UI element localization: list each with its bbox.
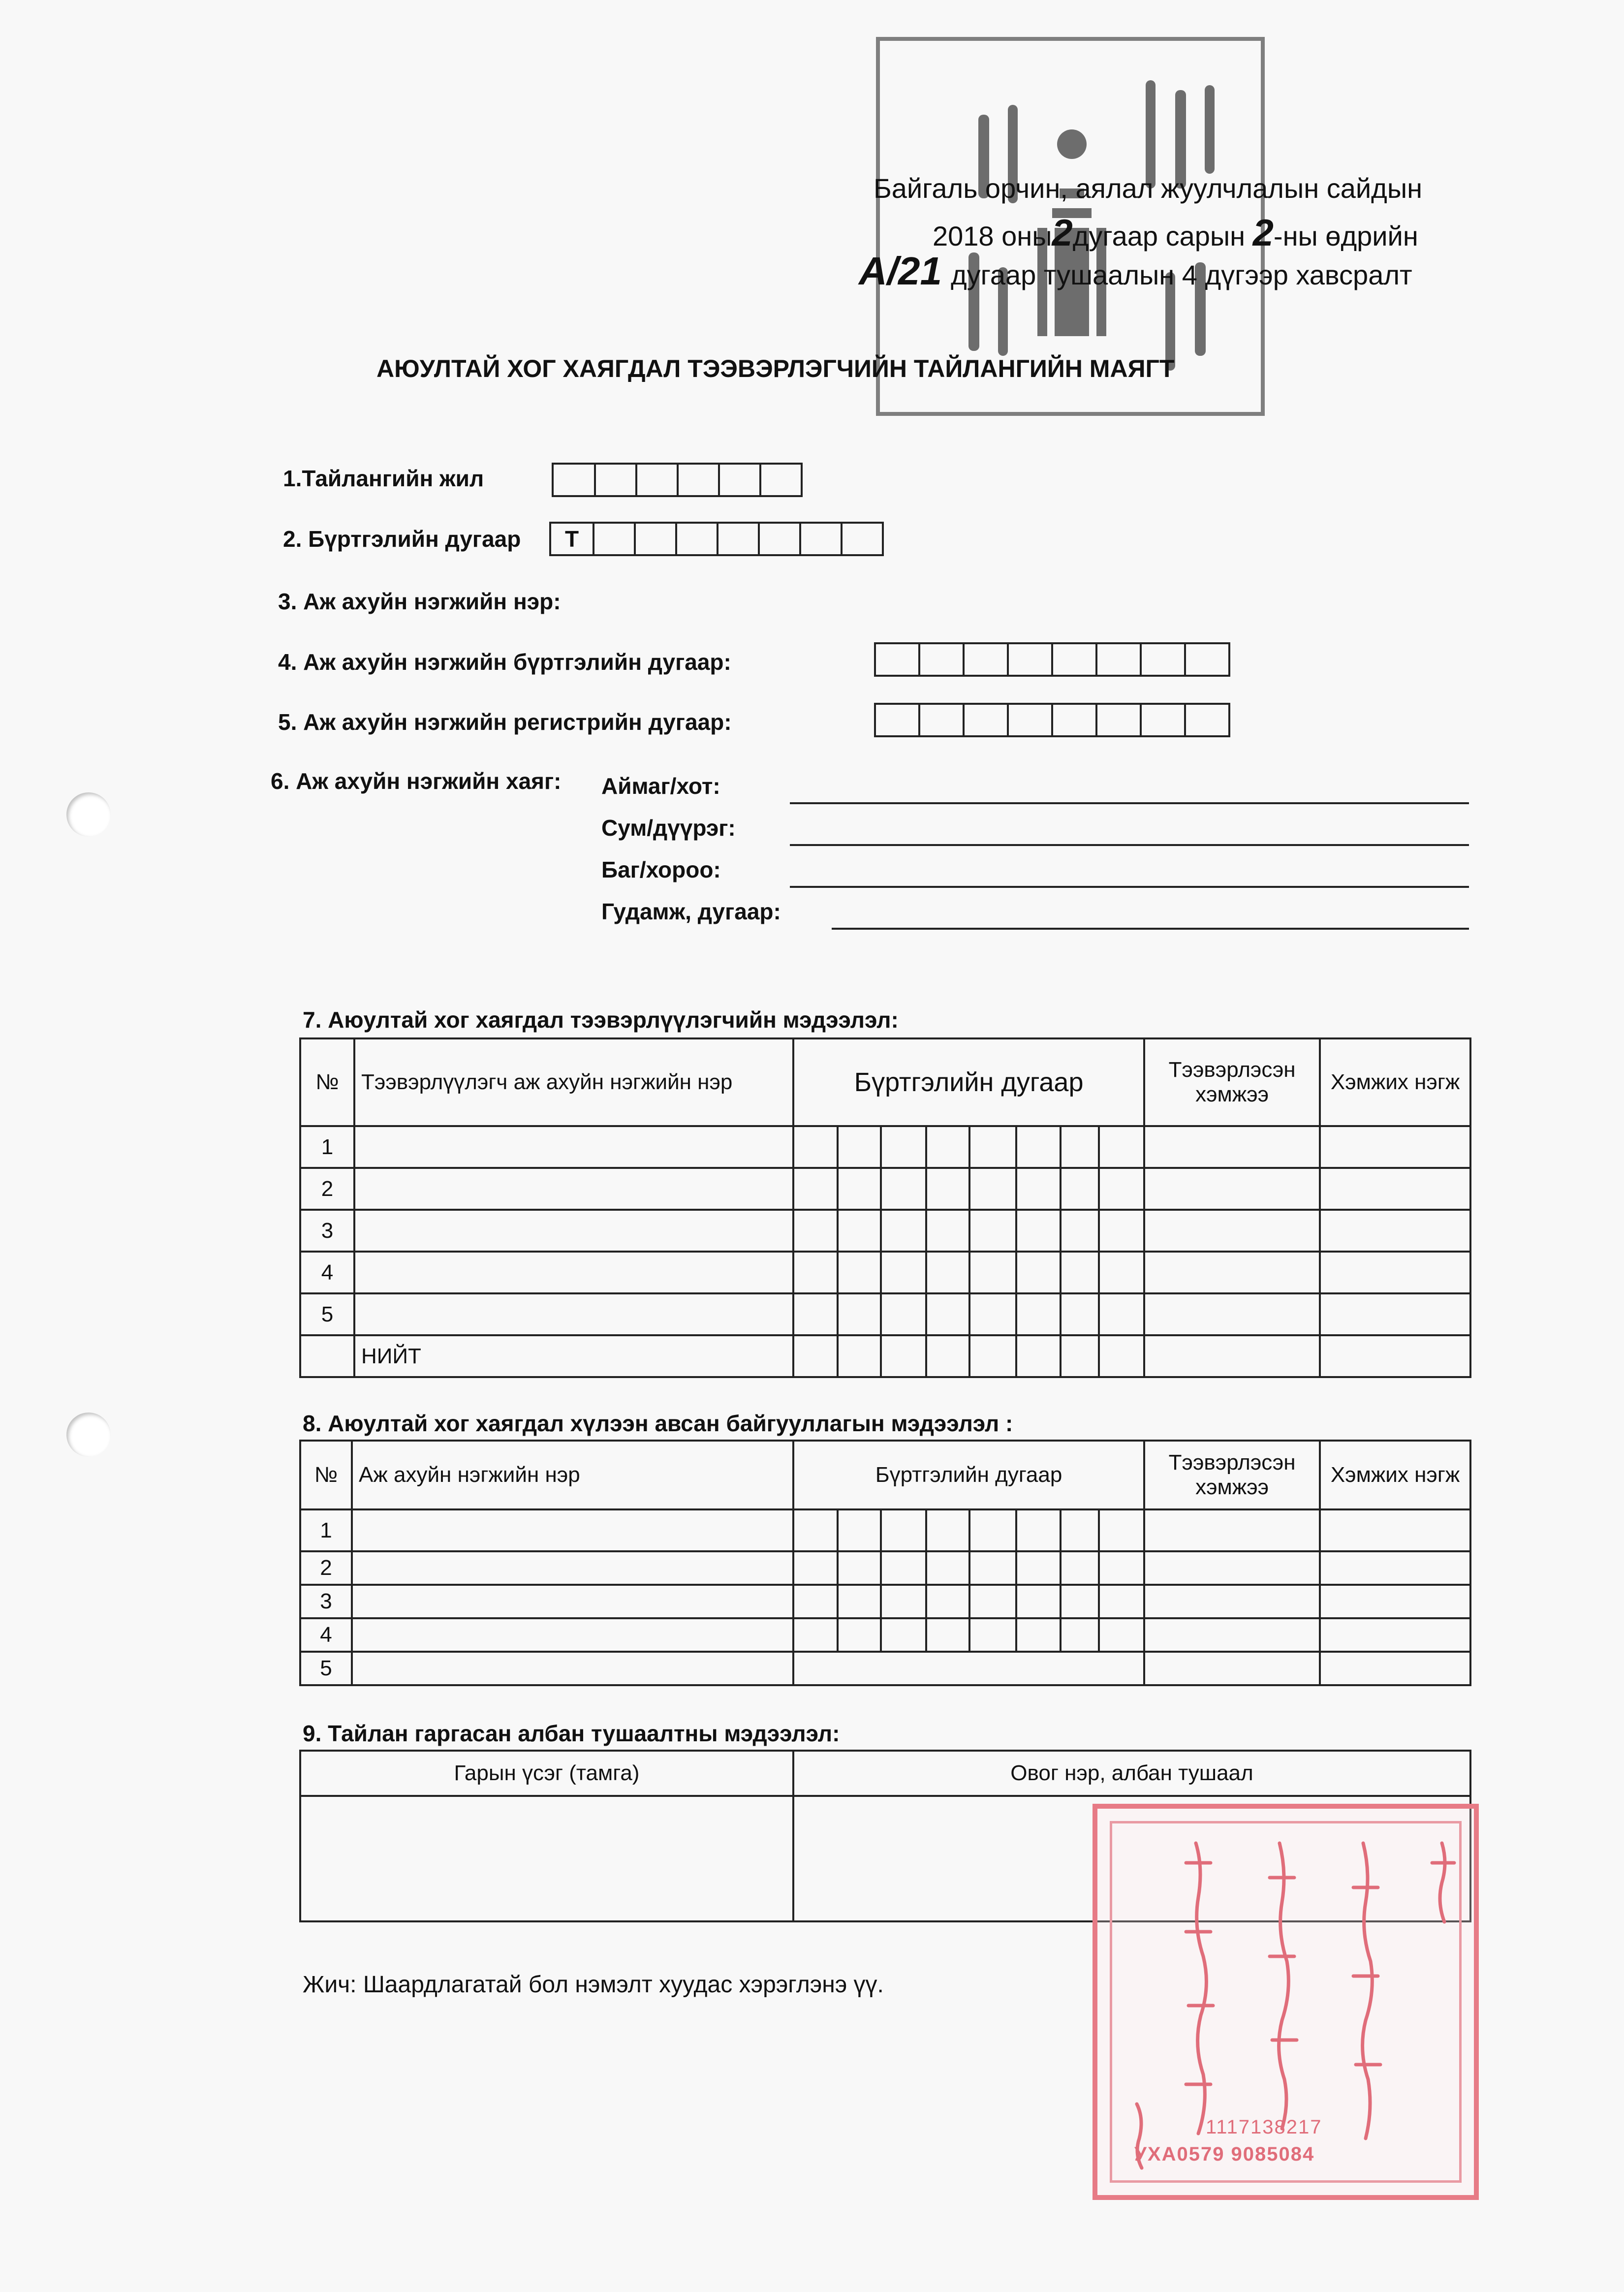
quantity-cell[interactable] [1144,1252,1320,1293]
unit-cell[interactable] [1320,1126,1470,1168]
reg-digit-cell[interactable] [1016,1618,1061,1652]
company-address-label: 6. Аж ахуйн нэгжийн хаяг: [271,768,562,794]
reg-digit-cell[interactable] [1061,1509,1099,1551]
reg-digit-cell[interactable] [1016,1293,1061,1335]
header-line-3 [859,249,1412,294]
company-register-label: 5. Аж ахуйн нэгжийн регистрийн дугаар: [278,709,732,735]
punch-hole [66,1413,111,1457]
col-company-name-header: Аж ахуйн нэгжийн нэр [352,1441,793,1509]
reg-digit-cell[interactable] [969,1618,1016,1652]
digit-box[interactable] [675,522,718,556]
order-number-handwritten: А/21 [859,249,942,293]
unit-cell[interactable] [1320,1618,1470,1652]
row-number: 1 [300,1126,354,1168]
reg-digit-cell[interactable] [1061,1551,1099,1585]
reg-digit-cell[interactable] [969,1551,1016,1585]
aimag-label: Аймаг/хот: [601,773,720,799]
digit-box[interactable] [963,703,1009,737]
section-8-title: 8. Аюултай хог хаягдал хүлээн авсан байгууллагын мэдээлэл : [303,1411,1013,1436]
reg-digit-cell[interactable] [1016,1509,1061,1551]
reg-digit-cell[interactable] [1016,1168,1061,1210]
reg-digit-cell[interactable] [1099,1335,1144,1377]
table-row [300,1210,1470,1252]
registration-prefix: Т [549,522,594,556]
digit-box[interactable] [552,463,596,497]
reg-digit-cell[interactable] [1061,1618,1099,1652]
total-row [300,1335,1470,1377]
col-number-header: № [300,1038,354,1126]
sum-label: Сум/дүүрэг: [601,815,736,841]
col-signature-header: Гарын үсэг (тамга) [300,1751,793,1796]
digit-box[interactable] [677,463,720,497]
reg-digit-cell[interactable] [793,1551,838,1585]
row-number: 3 [300,1210,354,1252]
digit-box[interactable] [1095,703,1142,737]
digit-box[interactable] [717,522,760,556]
digit-box[interactable] [635,463,679,497]
digit-box[interactable] [593,522,636,556]
digit-box[interactable] [799,522,843,556]
row-number: 1 [300,1509,352,1551]
reg-digit-cell[interactable] [969,1210,1016,1252]
company-stamp-red [1093,1804,1479,2200]
digit-box[interactable] [594,463,637,497]
row-number: 4 [300,1252,354,1293]
digit-box[interactable] [874,703,920,737]
shipper-name-cell[interactable] [354,1126,793,1168]
reg-digit-cell[interactable] [1099,1210,1144,1252]
reg-digit-cell[interactable] [793,1335,838,1377]
reg-digit-cell[interactable] [793,1126,838,1168]
col-number-header: № [300,1441,352,1509]
digit-box[interactable] [1140,703,1186,737]
reg-digit-cell[interactable] [793,1585,838,1618]
col-quantity-header: Тээвэрлэсэн хэмжээ [1144,1441,1320,1509]
col-shipper-name-header: Тээвэрлүүлэгч аж ахуйн нэгжийн нэр [354,1038,793,1126]
reg-digit-cell[interactable] [1016,1551,1061,1585]
digit-box[interactable] [1007,642,1053,677]
section-9-title: 9. Тайлан гаргасан албан тушаалтны мэдээлэл: [303,1721,840,1746]
reg-digit-cell[interactable] [838,1252,881,1293]
col-unit-header: Хэмжих нэгж [1320,1441,1470,1509]
company-name-cell[interactable] [352,1652,793,1685]
digit-box[interactable] [1051,642,1097,677]
quantity-cell[interactable] [1144,1210,1320,1252]
reg-digit-cell[interactable] [881,1335,926,1377]
reg-digit-cell[interactable] [881,1509,926,1551]
digit-box[interactable] [758,522,801,556]
digit-box[interactable] [918,703,965,737]
reg-digit-cell[interactable] [881,1618,926,1652]
reg-digit-cell[interactable] [926,1252,969,1293]
header-month-label: дугаар сарын [1072,220,1246,251]
reg-digit-cell[interactable] [1016,1585,1061,1618]
digit-box[interactable] [1140,642,1186,677]
company-registration-label: 4. Аж ахуйн нэгжийн бүртгэлийн дугаар: [278,649,731,675]
reg-digit-cell[interactable] [926,1585,969,1618]
reg-digit-cell[interactable] [1099,1168,1144,1210]
section-7-title: 7. Аюултай хог хаягдал тээвэрлүүлэгчийн мэдээлэл: [303,1007,899,1033]
reg-digit-cell[interactable] [1061,1293,1099,1335]
reg-digit-cell[interactable] [1099,1585,1144,1618]
digit-box[interactable] [759,463,803,497]
company-name-cell[interactable] [352,1509,793,1551]
reg-digit-cell[interactable] [838,1168,881,1210]
unit-cell[interactable] [1320,1252,1470,1293]
shipper-name-cell[interactable] [354,1168,793,1210]
digit-box[interactable] [1007,703,1053,737]
shipper-name-cell[interactable] [354,1293,793,1335]
reg-digit-cell[interactable] [881,1551,926,1585]
reg-digit-cell[interactable] [1099,1126,1144,1168]
sum-input-line[interactable] [790,844,1469,846]
punch-hole [66,792,111,837]
reg-digit-cell[interactable] [969,1335,1016,1377]
header-day-handwritten: 2 [1252,212,1274,254]
digit-box[interactable] [918,642,965,677]
reg-digit-cell[interactable] [838,1509,881,1551]
reg-digit-cell[interactable] [1061,1252,1099,1293]
reg-merged-cell[interactable] [793,1652,1144,1685]
reg-digit-cell[interactable] [881,1168,926,1210]
quantity-cell[interactable] [1144,1652,1320,1685]
company-register-boxes[interactable] [876,703,1230,737]
company-registration-boxes[interactable] [876,642,1230,677]
quantity-cell[interactable] [1144,1126,1320,1168]
footnote: Жич: Шаардлагатай бол нэмэлт хуудас хэрэглэнэ үү. [303,1972,884,1998]
street-input-line[interactable] [832,928,1469,930]
report-year-label: 1.Тайлангийн жил [283,466,484,491]
reg-digit-cell[interactable] [926,1126,969,1168]
digit-box[interactable] [1051,703,1097,737]
reg-digit-cell[interactable] [1016,1210,1061,1252]
reg-digit-cell[interactable] [926,1618,969,1652]
reg-digit-cell[interactable] [1016,1126,1061,1168]
reg-digit-cell[interactable] [1099,1618,1144,1652]
header-order-label: дугаар тушаалын 4 дүгээр хавсралт [950,259,1412,290]
registration-number-label: 2. Бүртгэлийн дугаар [283,526,521,552]
reg-digit-cell[interactable] [1099,1551,1144,1585]
reg-digit-cell[interactable] [793,1168,838,1210]
company-name-cell[interactable] [352,1585,793,1618]
quantity-cell[interactable] [1144,1335,1320,1377]
reg-digit-cell[interactable] [969,1252,1016,1293]
reg-digit-cell[interactable] [926,1168,969,1210]
reg-digit-cell[interactable] [793,1293,838,1335]
col-registration-header: Бүртгэлийн дугаар [793,1441,1144,1509]
unit-cell[interactable] [1320,1210,1470,1252]
table-row [300,1585,1470,1618]
row-number: 3 [300,1585,352,1618]
unit-cell[interactable] [1320,1335,1470,1377]
reg-digit-cell[interactable] [1061,1585,1099,1618]
reg-digit-cell[interactable] [926,1551,969,1585]
unit-cell[interactable] [1320,1168,1470,1210]
unit-cell[interactable] [1320,1509,1470,1551]
stamp-number-2: УХА0579 9085084 [1134,2143,1315,2165]
table-row [300,1652,1470,1685]
reg-digit-cell[interactable] [838,1618,881,1652]
table-row [300,1252,1470,1293]
page-title: АЮУЛТАЙ ХОГ ХАЯГДАЛ ТЭЭВЭРЛЭГЧИЙН ТАЙЛАНГИЙН МАЯГТ [376,355,1175,382]
quantity-cell[interactable] [1144,1293,1320,1335]
row-number: 2 [300,1168,354,1210]
reg-digit-cell[interactable] [838,1126,881,1168]
reg-digit-cell[interactable] [881,1126,926,1168]
reg-digit-cell[interactable] [1016,1252,1061,1293]
reg-digit-cell[interactable] [926,1335,969,1377]
col-official-name-header: Овог нэр, албан тушаал [793,1751,1470,1796]
quantity-cell[interactable] [1144,1618,1320,1652]
bag-input-line[interactable] [790,886,1469,888]
col-quantity-header: Тээвэрлэсэн хэмжээ [1144,1038,1320,1126]
reg-digit-cell[interactable] [969,1168,1016,1210]
reg-digit-cell[interactable] [926,1293,969,1335]
reg-digit-cell[interactable] [1099,1293,1144,1335]
reg-digit-cell[interactable] [838,1551,881,1585]
reg-digit-cell[interactable] [1061,1335,1099,1377]
receiver-table [299,1440,1471,1686]
quantity-cell[interactable] [1144,1168,1320,1210]
digit-box[interactable] [963,642,1009,677]
total-label: НИЙТ [354,1335,793,1377]
row-number: 5 [300,1293,354,1335]
company-name-label: 3. Аж ахуйн нэгжийн нэр: [278,589,561,614]
shipper-table [299,1037,1471,1378]
row-number: 4 [300,1618,352,1652]
table-row [300,1509,1470,1551]
reg-digit-cell[interactable] [1061,1168,1099,1210]
col-registration-header: Бүртгэлийн дугаар [793,1038,1144,1126]
company-name-cell[interactable] [352,1618,793,1652]
table-row [300,1126,1470,1168]
quantity-cell[interactable] [1144,1585,1320,1618]
street-label: Гудамж, дугаар: [601,899,781,924]
header-day-label: -ны өдрийн [1273,220,1418,251]
unit-cell[interactable] [1320,1585,1470,1618]
reg-digit-cell[interactable] [881,1210,926,1252]
table-row [300,1551,1470,1585]
registration-number-boxes[interactable] [551,522,884,556]
digit-box[interactable] [1095,642,1142,677]
reg-digit-cell[interactable] [838,1335,881,1377]
bag-label: Баг/хороо: [601,857,721,882]
unit-cell[interactable] [1320,1551,1470,1585]
aimag-input-line[interactable] [790,802,1469,804]
col-unit-header: Хэмжих нэгж [1320,1038,1470,1126]
reg-digit-cell[interactable] [793,1210,838,1252]
reg-digit-cell[interactable] [969,1585,1016,1618]
digit-box[interactable] [634,522,677,556]
quantity-cell[interactable] [1144,1551,1320,1585]
row-number: 5 [300,1652,352,1685]
empty-cell [300,1335,354,1377]
digit-box[interactable] [841,522,884,556]
table-row [300,1618,1470,1652]
reg-digit-cell[interactable] [1061,1126,1099,1168]
reg-digit-cell[interactable] [969,1126,1016,1168]
shipper-name-cell[interactable] [354,1210,793,1252]
digit-box[interactable] [874,642,920,677]
reg-digit-cell[interactable] [838,1585,881,1618]
table-row [300,1168,1470,1210]
header-line-1: Байгаль орчин, аялал жуулчлалын сайдын [874,173,1422,204]
reg-digit-cell[interactable] [838,1293,881,1335]
reg-digit-cell[interactable] [1016,1335,1061,1377]
reg-digit-cell[interactable] [1099,1252,1144,1293]
reg-digit-cell[interactable] [793,1252,838,1293]
digit-box[interactable] [718,463,761,497]
shipper-name-cell[interactable] [354,1252,793,1293]
digit-box[interactable] [1184,703,1230,737]
reg-digit-cell[interactable] [1099,1509,1144,1551]
report-year-boxes[interactable] [554,463,803,497]
table-row [300,1293,1470,1335]
reg-digit-cell[interactable] [793,1509,838,1551]
quantity-cell[interactable] [1144,1509,1320,1551]
reg-digit-cell[interactable] [926,1509,969,1551]
header-year-text: 2018 оны [933,220,1052,251]
stamp-number-1: 1117138217 [1206,2116,1322,2138]
header-month-handwritten: 2 [1052,212,1073,254]
reg-digit-cell[interactable] [838,1210,881,1252]
reg-digit-cell[interactable] [881,1252,926,1293]
unit-cell[interactable] [1320,1293,1470,1335]
digit-box[interactable] [1184,642,1230,677]
reg-digit-cell[interactable] [1061,1210,1099,1252]
reg-digit-cell[interactable] [881,1293,926,1335]
reg-digit-cell[interactable] [793,1618,838,1652]
row-number: 2 [300,1551,352,1585]
reg-digit-cell[interactable] [969,1293,1016,1335]
reg-digit-cell[interactable] [926,1210,969,1252]
signature-cell[interactable] [300,1796,793,1921]
company-name-cell[interactable] [352,1551,793,1585]
unit-cell[interactable] [1320,1652,1470,1685]
reg-digit-cell[interactable] [881,1585,926,1618]
reg-digit-cell[interactable] [969,1509,1016,1551]
header-line-2 [933,212,1418,254]
